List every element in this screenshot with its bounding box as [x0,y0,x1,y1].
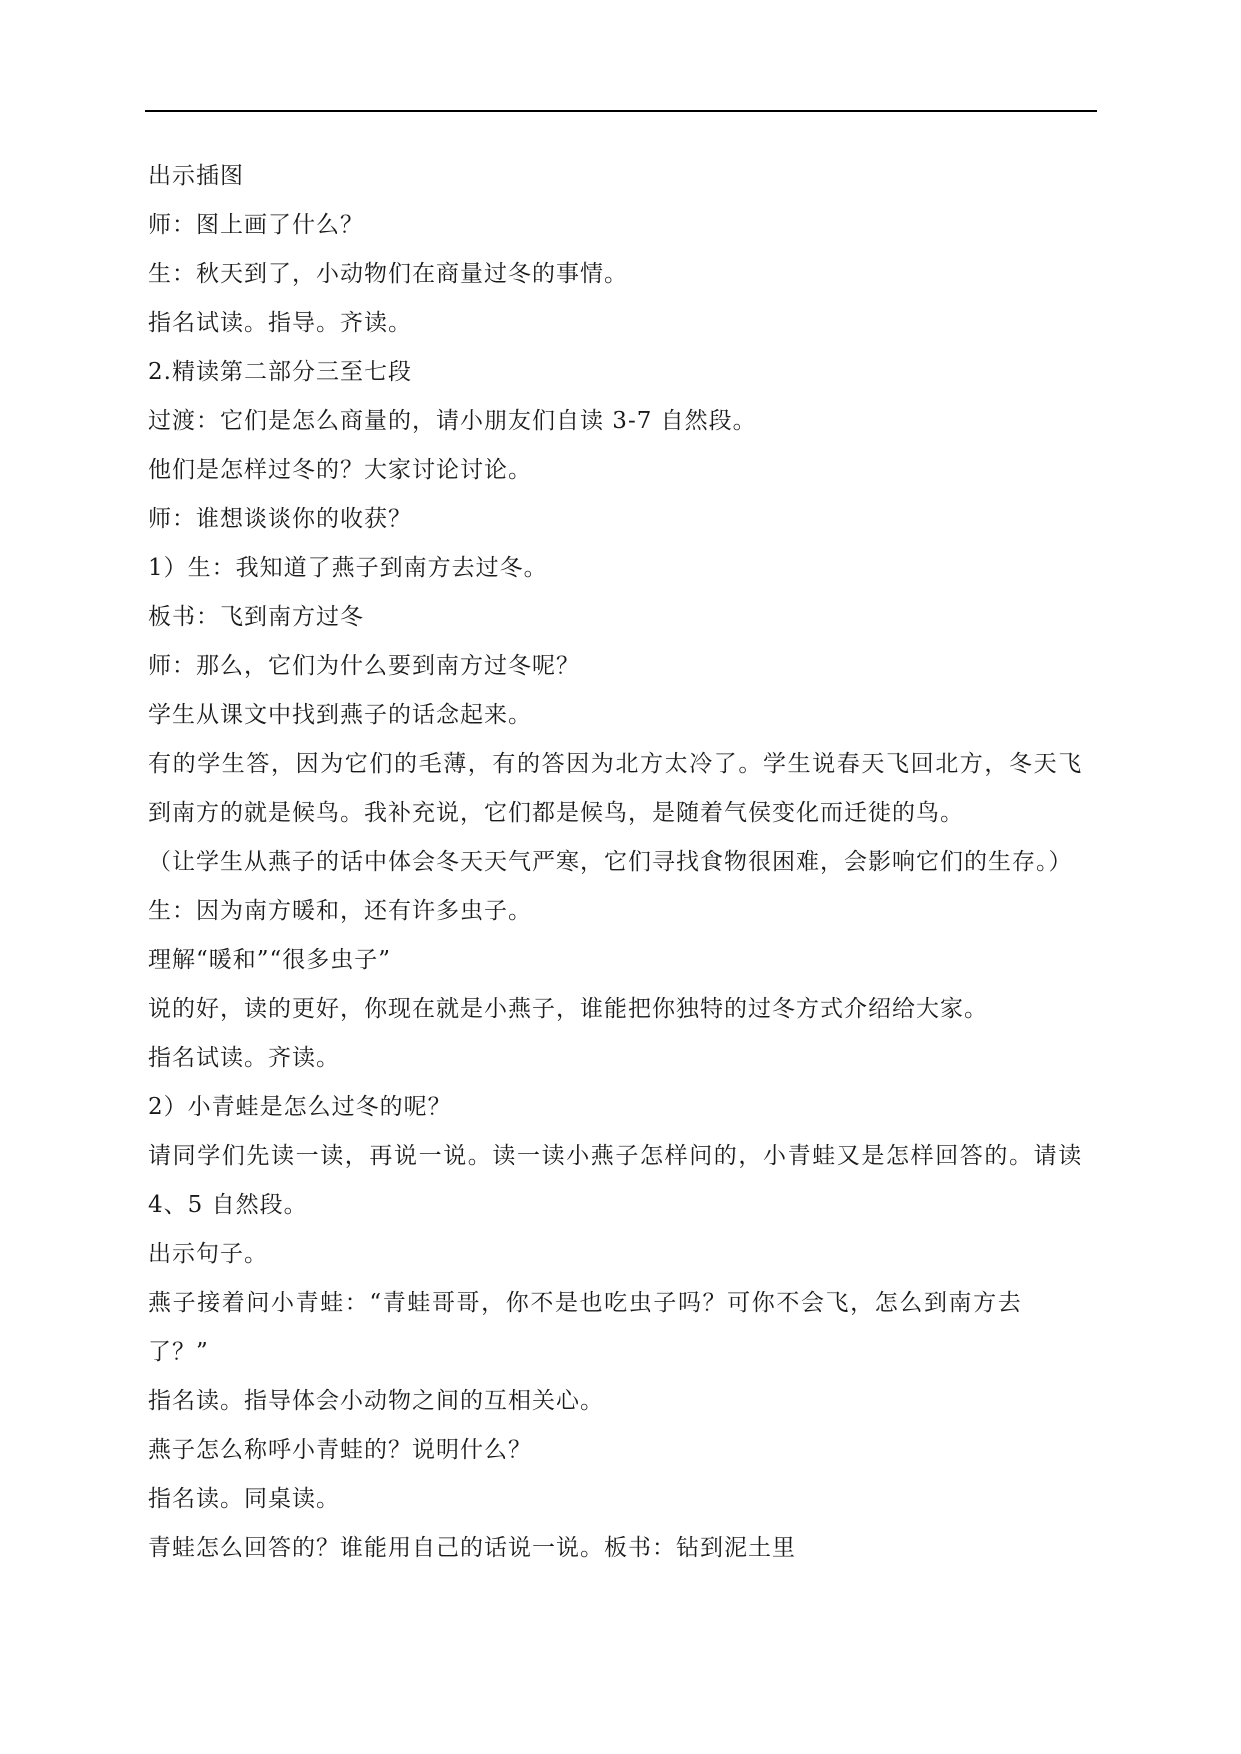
text-line: 师：谁想谈谈你的收获？ [148,506,412,532]
text-line: 他们是怎样过冬的？大家讨论讨论。 [148,457,532,483]
text-line: 指名读。指导体会小动物之间的互相关心。 [148,1388,604,1414]
text-line: 2）小青蛙是怎么过冬的呢？ [148,1094,452,1120]
text-line: 出示插图 [148,163,244,189]
text-line: 过渡：它们是怎么商量的，请小朋友们自读 3-7 自然段。 [148,408,757,434]
text-line: 燕子接着问小青蛙：“青蛙哥哥，你不是也吃虫子吗？可你不会飞，怎么到南方去 [148,1290,1023,1316]
text-line: 指名试读。齐读。 [148,1045,340,1071]
text-line: 师：那么，它们为什么要到南方过冬呢？ [148,653,580,679]
text-line: 青蛙怎么回答的？谁能用自己的话说一说。板书：钻到泥土里 [148,1535,796,1561]
text-line: 了？” [148,1339,209,1365]
text-line: 出示句子。 [148,1241,268,1267]
text-line: 指名读。同桌读。 [148,1486,340,1512]
header-rule [145,110,1097,112]
section-heading: 2.精读第二部分三至七段 [148,359,412,385]
text-line: 到南方的就是候鸟。我补充说，它们都是候鸟，是随着气侯变化而迁徙的鸟。 [148,800,964,826]
text-line: 板书：飞到南方过冬 [148,604,364,630]
text-line: 请同学们先读一读，再说一说。读一读小燕子怎样问的，小青蛙又是怎样回答的。请读 [148,1143,1083,1169]
text-line: 指名试读。指导。齐读。 [148,310,412,336]
text-line: 生：秋天到了，小动物们在商量过冬的事情。 [148,261,628,287]
text-line: 生：因为南方暖和，还有许多虫子。 [148,898,532,924]
text-line: 师：图上画了什么？ [148,212,364,238]
text-line: 1）生：我知道了燕子到南方去过冬。 [148,555,548,581]
text-line: 说的好，读的更好，你现在就是小燕子，谁能把你独特的过冬方式介绍给大家。 [148,996,988,1022]
text-line: 燕子怎么称呼小青蛙的？说明什么？ [148,1437,532,1463]
text-line: 理解“暖和”“很多虫子” [148,947,392,973]
text-line: 有的学生答，因为它们的毛薄，有的答因为北方太冷了。学生说春天飞回北方，冬天飞 [148,751,1083,777]
lesson-body [148,152,1098,1573]
text-line: 4、5 自然段。 [148,1192,308,1218]
text-line: （让学生从燕子的话中体会冬天天气严寒，它们寻找食物很困难，会影响它们的生存。） [148,849,1073,875]
text-line: 学生从课文中找到燕子的话念起来。 [148,702,532,728]
